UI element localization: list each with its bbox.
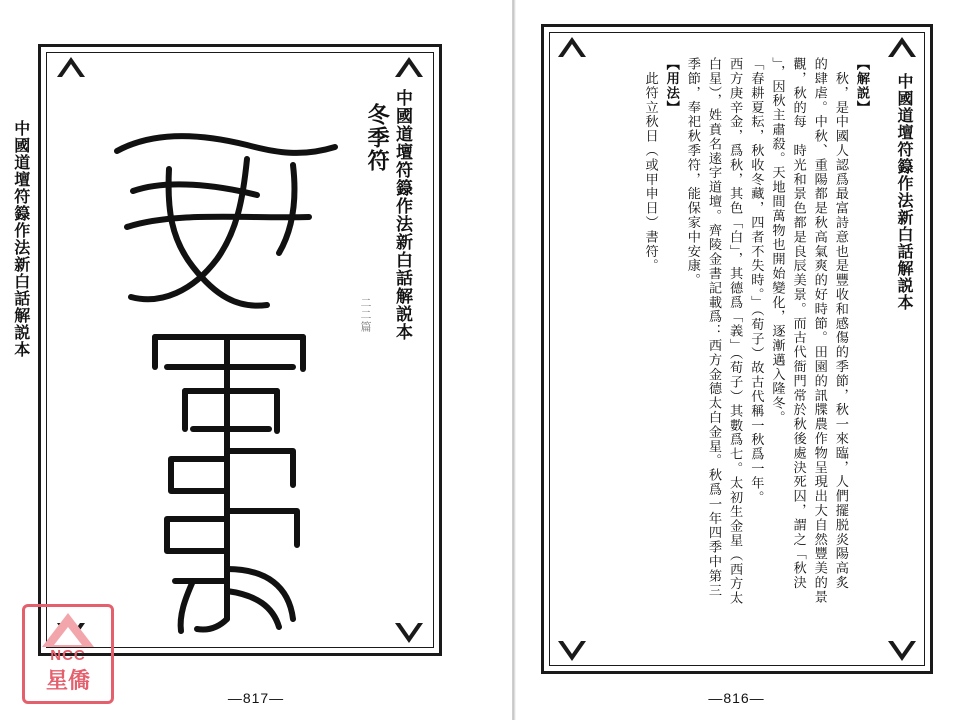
right-page-frame xyxy=(541,24,933,674)
triangle-inner-icon xyxy=(54,627,82,645)
body-column: 的肆虐。中秋、重陽都是秋高氣爽的好時節。田園的訊牒農作物呈現出大自然豐美的景 xyxy=(811,57,827,605)
chevron-ornament-icon xyxy=(558,641,586,661)
left-page-side-title: 中國道壇符籙作法新白話解説本 xyxy=(392,89,412,341)
chevron-ornament-icon xyxy=(888,641,916,661)
body-column: 秋，是中國人認爲最富詩意也是豐收和感傷的季節，秋一來臨，人們擺脱炎陽高炙 xyxy=(832,57,848,590)
chevron-ornament-icon xyxy=(888,37,916,57)
left-page-number: —817— xyxy=(227,690,285,706)
body-column: 觀，秋的每 時光和景色都是良辰美景。而古代衙門常於秋後處決死囚，謂之「秋決 xyxy=(790,57,806,590)
book-spine-title: 中國道壇符籙作法新白話解説本 xyxy=(11,120,31,358)
chevron-ornament-icon xyxy=(395,623,423,643)
section-heading-yongfa: 【用法】 xyxy=(663,57,679,115)
section-heading-jieshuo: 【解説】 xyxy=(854,57,869,115)
right-page-side-title: 中國道壇符籙作法新白話解説本 xyxy=(895,73,914,311)
stamp-cjk-label: 星僑 xyxy=(45,669,90,694)
talisman-subcaption: 二二篇 xyxy=(359,297,373,333)
chevron-ornament-icon xyxy=(57,57,85,77)
right-page xyxy=(512,0,960,720)
right-page-number: —816— xyxy=(708,690,765,706)
body-column: 「春耕夏耘，秋收冬藏，四者不失時。」（荀子）故古代稱一秋爲一年。 xyxy=(748,57,764,505)
body-column: 季節，奉祀秋季符，能保家中安康。 xyxy=(684,57,700,288)
right-page-body xyxy=(566,57,872,633)
body-column: 西方庚辛金，爲秋，其色「白」，其德爲「義」（荀子）其數爲七。太初生金星（西方太 xyxy=(727,57,743,606)
body-column: 此符立秋日（或甲申日）書符。 xyxy=(642,57,658,273)
chevron-ornament-icon xyxy=(558,37,586,57)
stamp-latin-label: NCC xyxy=(50,647,86,664)
left-page-frame xyxy=(38,44,442,656)
talisman-caption: 冬季符 xyxy=(364,103,390,172)
chevron-ornament-icon xyxy=(395,57,423,77)
ncc-stamp xyxy=(22,604,114,704)
body-column: 」，因秋主肅殺。天地間萬物也開始變化，逐漸邁入隆冬。 xyxy=(769,57,785,425)
body-column: 白星），姓賁名逺字道壇。齊陵金書記載爲：西方金德太白金星。秋爲一年四季中第三 xyxy=(706,57,722,598)
talisman-illustration xyxy=(97,99,357,639)
